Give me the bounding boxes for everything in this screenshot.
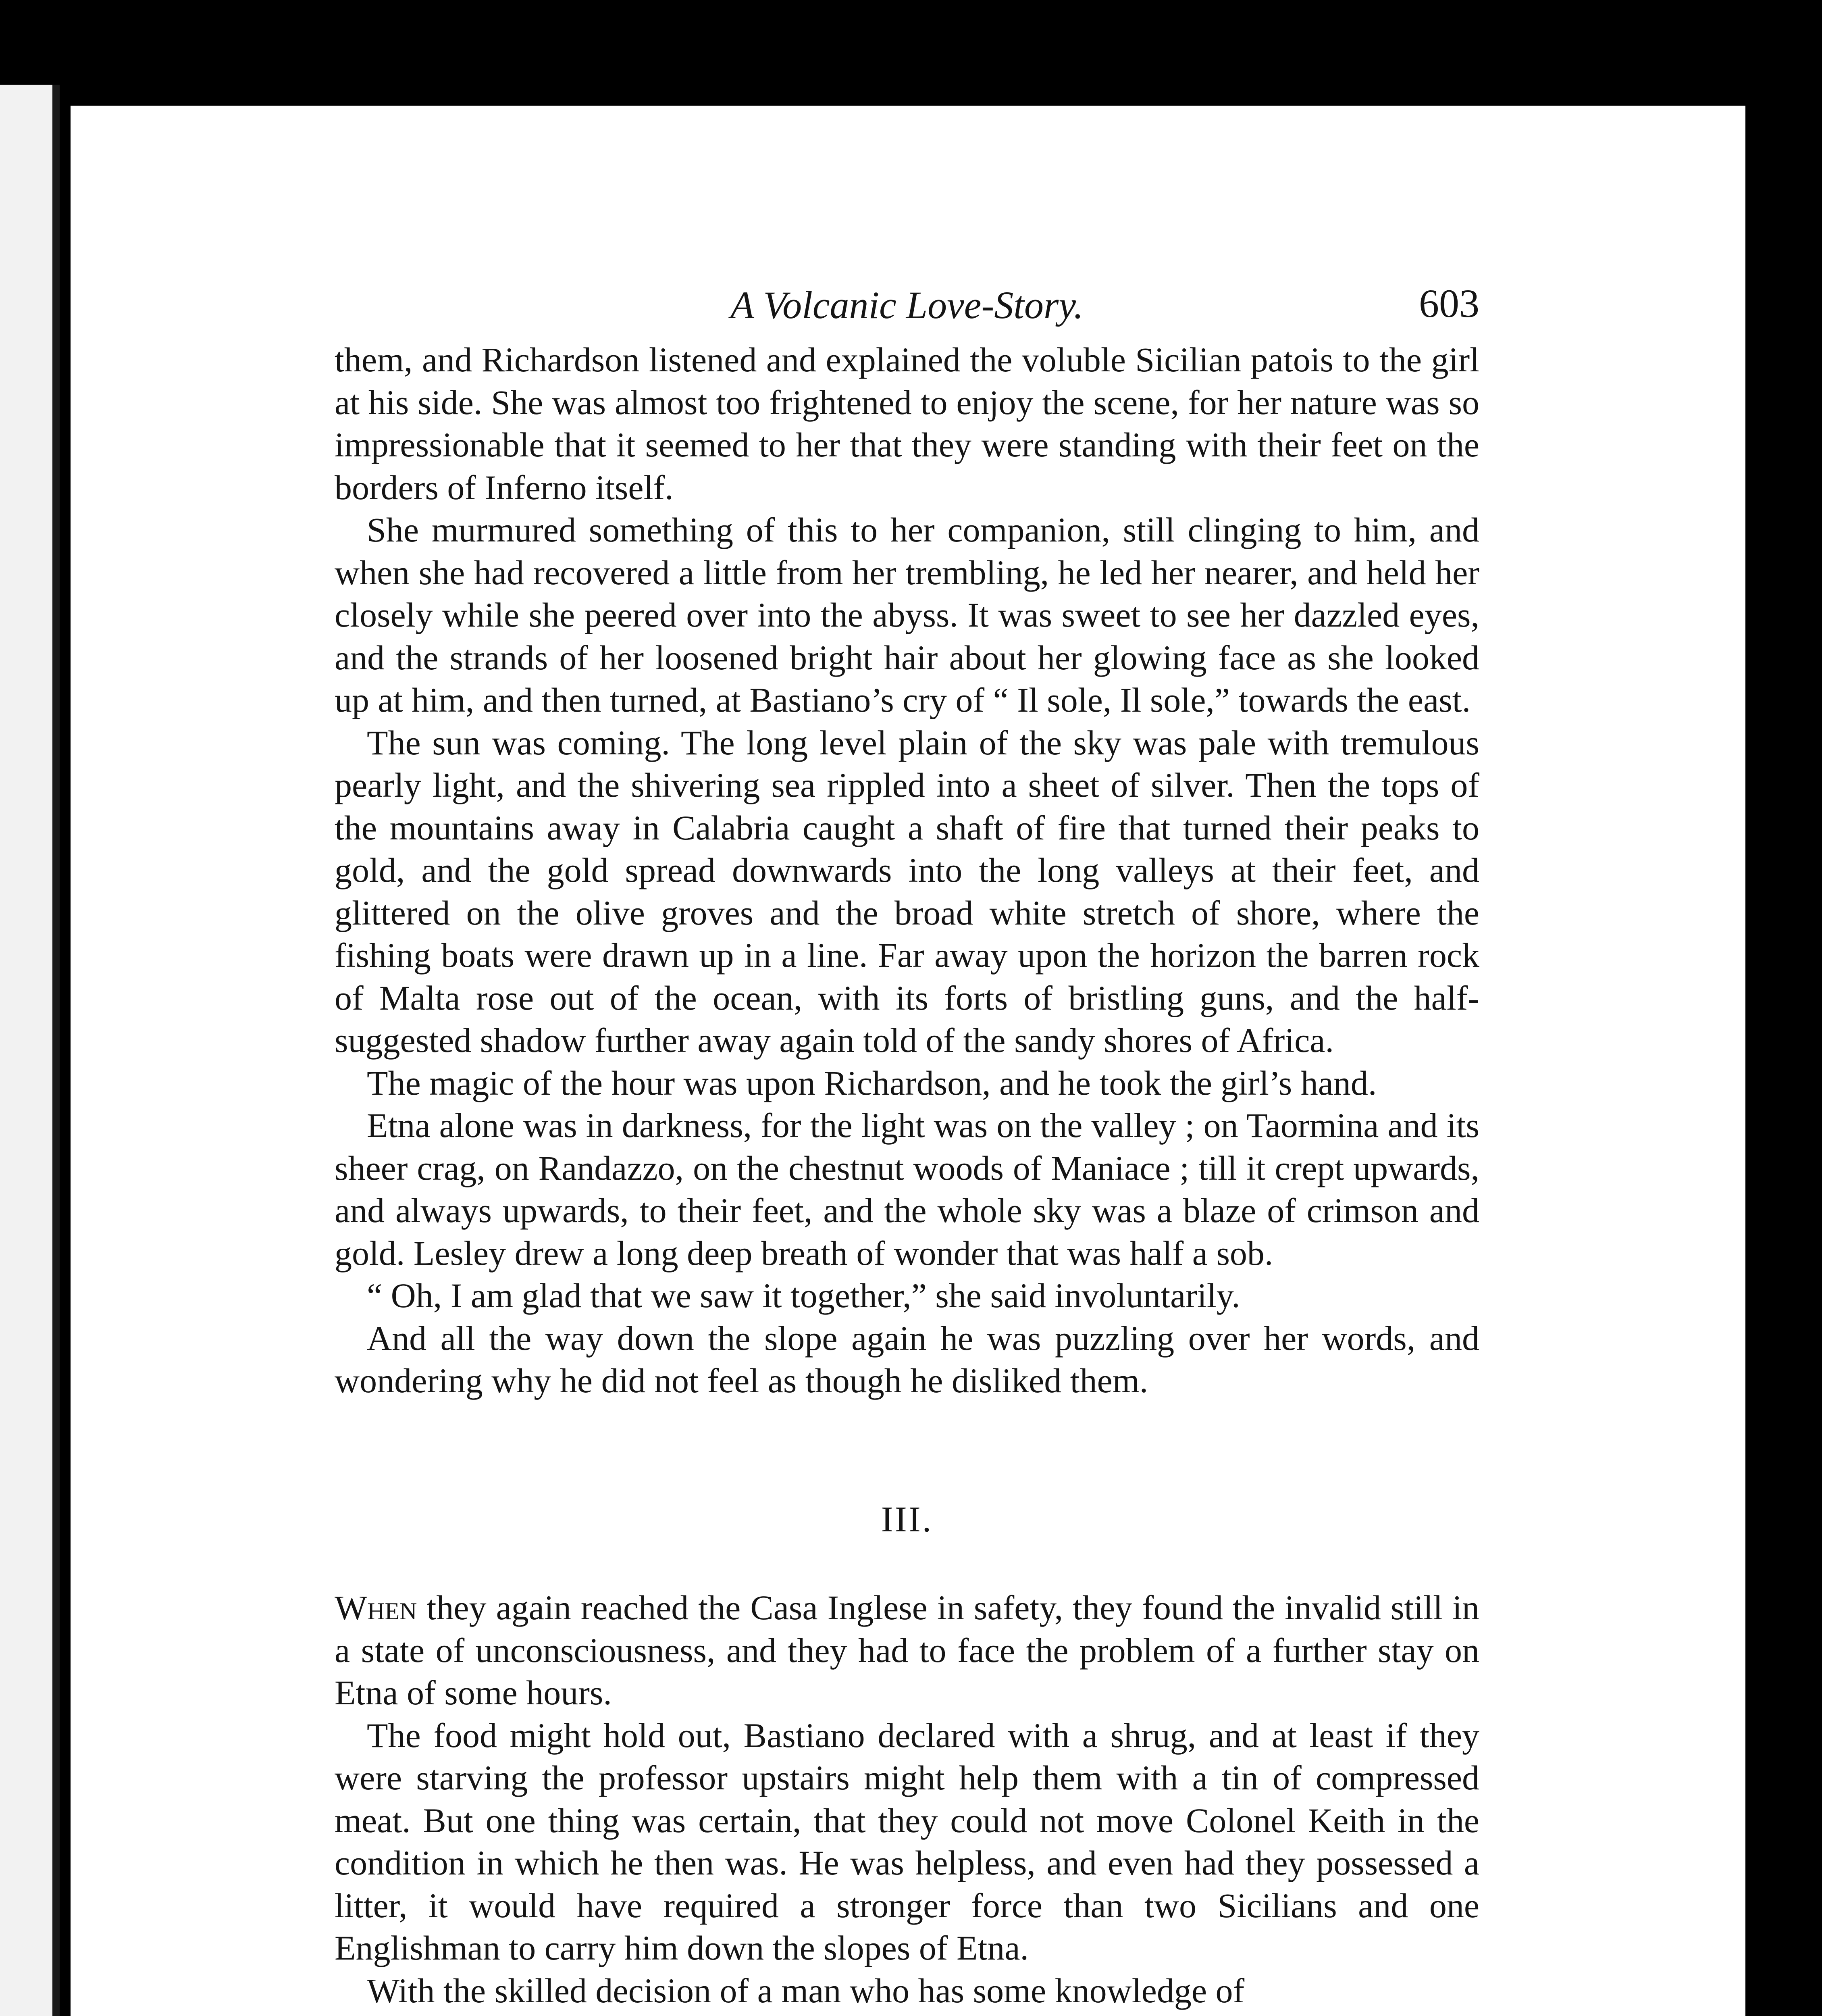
page-number: 603 — [1419, 281, 1479, 326]
drop-word: When — [335, 1588, 417, 1627]
paragraph: The magic of the hour was upon Richardson, and he took the girl’s hand. — [367, 1063, 1377, 1102]
paragraph: With the skilled decision of a man who has some knowledge of — [367, 1971, 1245, 2010]
paragraph: The sun was coming. The long level plain of the sky was pale with tremulous pearly light, and the shivering sea rippled into a sheet of silver. Then the tops of the mountains away in Calabria caught a shaft of fire that turned their peaks to gold, and the gold spread downwards into the long valleys at their feet, and glittered on the olive groves and the broad white stretch of shore, where the fishing boats were drawn up in a line. Far away upon the horizon the barren rock of Malta rose out of the ocean, with its forts of bristling guns, and the half-suggested shadow further away again told of the sandy shores of Africa. — [335, 723, 1479, 1060]
running-head — [335, 282, 1479, 327]
paragraph: The food might hold out, Bastiano declared with a shrug, and at least if they were starving the professor upstairs might help them with a tin of compressed meat. But one thing was certain, that they could not move Colonel Keith in the condition in which he then was. He was helpless, and even had they possessed a litter, it would have required a stronger force than two Sicilians and one Englishman to carry him down the slopes of Etna. — [335, 1716, 1479, 1967]
paragraph: them, and Richardson listened and explained the voluble Sicilian patois to the girl at his side. She was almost too frightened to enjoy the scene, for her nature was so impressionable that it seemed to her that they were standing with their feet on the borders of Inferno itself. — [335, 340, 1479, 507]
text-column — [335, 282, 1479, 2012]
facing-page-edge — [0, 85, 52, 2016]
paragraph: “ Oh, I am glad that we saw it together,” she said involuntarily. — [367, 1276, 1240, 1315]
page-gutter-shadow — [52, 85, 60, 2016]
running-title: A Volcanic Love-Story. — [730, 283, 1084, 327]
section-heading: III. — [881, 1499, 933, 1539]
paragraph: Etna alone was in darkness, for the light was on the valley ; on Taormina and its sheer crag, on Randazzo, on the chestnut woods of Maniace ; till it crept upwards, and always upwards, to their feet, and the whole sky was a blaze of crimson and gold. Lesley drew a long deep breath of wonder that was half a sob. — [335, 1106, 1479, 1272]
paragraph: She murmured something of this to her companion, still clinging to him, and when she had recovered a little from her trembling, he led her nearer, and held her closely while she peered over into the abyss. It was sweet to see her dazzled eyes, and the strands of her loosened bright hair about her glowing face as she looked up at him, and then turned, at Bastiano’s cry of “ Il sole, Il sole,” towards the east. — [335, 510, 1479, 719]
paragraphs-before — [335, 339, 1479, 1402]
paragraphs-after — [335, 1714, 1479, 2012]
section-opening-paragraph — [335, 1587, 1479, 1714]
paragraph: And all the way down the slope again he was puzzling over her words, and wondering why he did not feel as though he disliked them. — [335, 1318, 1479, 1400]
opening-text: they again reached the Casa Inglese in safety, they found the invalid still in a state of unconsciousness, and they had to face the problem of a further stay on Etna of some hours. — [335, 1588, 1479, 1712]
